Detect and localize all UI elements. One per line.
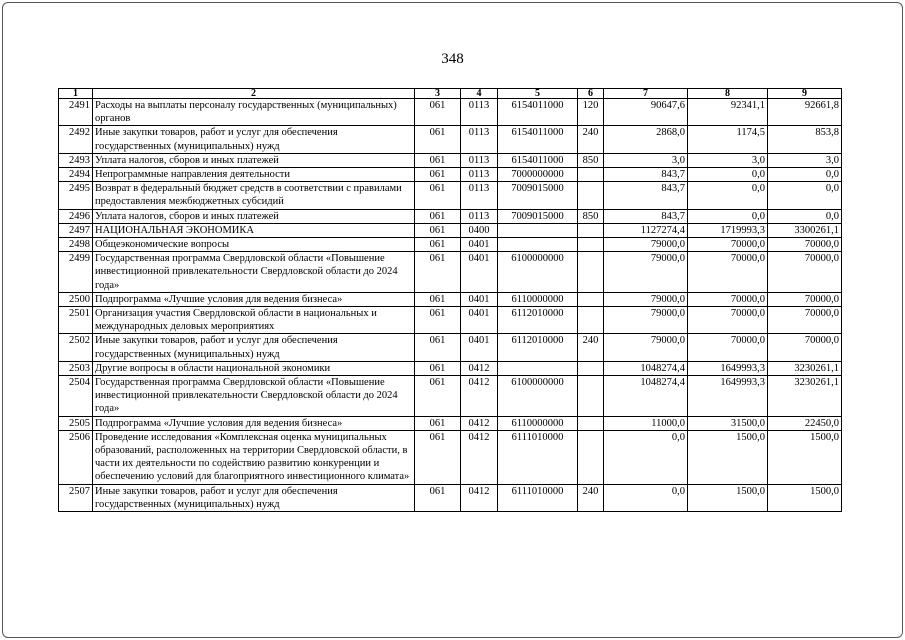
target-article-code: 6100000000 [498, 376, 578, 417]
column-header: 3 [415, 89, 461, 99]
ministry-code: 061 [415, 376, 461, 417]
table-row [59, 223, 842, 237]
amount-year-1: 843,7 [604, 182, 688, 209]
amount-year-1: 79000,0 [604, 292, 688, 306]
target-article-code: 6110000000 [498, 416, 578, 430]
row-number: 2500 [59, 292, 93, 306]
expense-type-code: 120 [578, 99, 604, 126]
amount-year-2: 1649993,3 [688, 376, 768, 417]
amount-year-2: 70000,0 [688, 334, 768, 361]
column-header: 9 [768, 89, 842, 99]
amount-year-2: 0,0 [688, 209, 768, 223]
table-row [59, 252, 842, 293]
expense-type-code [578, 182, 604, 209]
table-row [59, 292, 842, 306]
column-header: 4 [461, 89, 498, 99]
target-article-code: 7000000000 [498, 168, 578, 182]
ministry-code: 061 [415, 361, 461, 375]
expense-type-code [578, 430, 604, 484]
target-article-code: 6154011000 [498, 99, 578, 126]
amount-year-2: 70000,0 [688, 292, 768, 306]
row-description: Другие вопросы в области национальной экономики [93, 361, 415, 375]
amount-year-3: 22450,0 [768, 416, 842, 430]
amount-year-1: 2868,0 [604, 126, 688, 153]
amount-year-1: 0,0 [604, 484, 688, 511]
target-article-code [498, 238, 578, 252]
row-number: 2507 [59, 484, 93, 511]
row-description: Подпрограмма «Лучшие условия для ведения бизнеса» [93, 416, 415, 430]
section-code: 0412 [461, 484, 498, 511]
target-article-code: 6112010000 [498, 307, 578, 334]
row-description: Иные закупки товаров, работ и услуг для обеспечения государственных (муниципальных) нужд [93, 126, 415, 153]
row-number: 2501 [59, 307, 93, 334]
section-code: 0113 [461, 182, 498, 209]
amount-year-2: 3,0 [688, 153, 768, 167]
page-number: 348 [441, 51, 464, 67]
section-code: 0113 [461, 168, 498, 182]
ministry-code: 061 [415, 484, 461, 511]
table-row [59, 99, 842, 126]
ministry-code: 061 [415, 182, 461, 209]
section-code: 0412 [461, 430, 498, 484]
row-number: 2498 [59, 238, 93, 252]
table-row [59, 361, 842, 375]
column-header: 8 [688, 89, 768, 99]
row-description: Непрограммные направления деятельности [93, 168, 415, 182]
target-article-code: 7009015000 [498, 182, 578, 209]
column-header: 1 [59, 89, 93, 99]
amount-year-2: 1174,5 [688, 126, 768, 153]
amount-year-3: 70000,0 [768, 334, 842, 361]
row-number: 2499 [59, 252, 93, 293]
row-number: 2502 [59, 334, 93, 361]
amount-year-3: 0,0 [768, 182, 842, 209]
row-number: 2496 [59, 209, 93, 223]
amount-year-3: 853,8 [768, 126, 842, 153]
section-code: 0113 [461, 99, 498, 126]
ministry-code: 061 [415, 416, 461, 430]
amount-year-3: 1500,0 [768, 484, 842, 511]
expense-type-code [578, 307, 604, 334]
ministry-code: 061 [415, 223, 461, 237]
amount-year-1: 0,0 [604, 430, 688, 484]
target-article-code: 7009015000 [498, 209, 578, 223]
amount-year-1: 79000,0 [604, 238, 688, 252]
amount-year-1: 11000,0 [604, 416, 688, 430]
section-code: 0401 [461, 334, 498, 361]
table-row [59, 182, 842, 209]
amount-year-2: 1500,0 [688, 484, 768, 511]
row-description: Подпрограмма «Лучшие условия для ведения бизнеса» [93, 292, 415, 306]
expense-type-code [578, 252, 604, 293]
row-description: Организация участия Свердловской области в национальных и международных деловых мероприятиях [93, 307, 415, 334]
column-header: 2 [93, 89, 415, 99]
section-code: 0401 [461, 238, 498, 252]
row-number: 2492 [59, 126, 93, 153]
row-description: Общеэкономические вопросы [93, 238, 415, 252]
amount-year-3: 3,0 [768, 153, 842, 167]
table-row [59, 209, 842, 223]
table-row [59, 334, 842, 361]
ministry-code: 061 [415, 292, 461, 306]
section-code: 0400 [461, 223, 498, 237]
table-row [59, 153, 842, 167]
expense-type-code: 850 [578, 209, 604, 223]
ministry-code: 061 [415, 334, 461, 361]
row-description: Государственная программа Свердловской области «Повышение инвестиционной привлекательности Свердловской области до 2024 года» [93, 376, 415, 417]
table-row [59, 168, 842, 182]
row-number: 2505 [59, 416, 93, 430]
amount-year-3: 92661,8 [768, 99, 842, 126]
amount-year-2: 0,0 [688, 168, 768, 182]
section-code: 0401 [461, 292, 498, 306]
amount-year-1: 843,7 [604, 209, 688, 223]
amount-year-1: 79000,0 [604, 252, 688, 293]
table-row [59, 376, 842, 417]
row-description: НАЦИОНАЛЬНАЯ ЭКОНОМИКА [93, 223, 415, 237]
amount-year-1: 1048274,4 [604, 376, 688, 417]
row-number: 2497 [59, 223, 93, 237]
target-article-code: 6111010000 [498, 484, 578, 511]
amount-year-3: 3230261,1 [768, 361, 842, 375]
table-row [59, 416, 842, 430]
expense-type-code [578, 361, 604, 375]
ministry-code: 061 [415, 307, 461, 334]
amount-year-2: 0,0 [688, 182, 768, 209]
amount-year-2: 70000,0 [688, 307, 768, 334]
row-number: 2495 [59, 182, 93, 209]
ministry-code: 061 [415, 153, 461, 167]
row-description: Уплата налогов, сборов и иных платежей [93, 153, 415, 167]
amount-year-3: 70000,0 [768, 252, 842, 293]
amount-year-2: 70000,0 [688, 252, 768, 293]
amount-year-3: 0,0 [768, 168, 842, 182]
row-number: 2494 [59, 168, 93, 182]
row-description: Иные закупки товаров, работ и услуг для обеспечения государственных (муниципальных) нужд [93, 484, 415, 511]
ministry-code: 061 [415, 168, 461, 182]
header-row [59, 89, 842, 99]
expense-type-code [578, 223, 604, 237]
amount-year-1: 843,7 [604, 168, 688, 182]
amount-year-2: 92341,1 [688, 99, 768, 126]
expense-type-code: 240 [578, 484, 604, 511]
target-article-code: 6100000000 [498, 252, 578, 293]
ministry-code: 061 [415, 238, 461, 252]
ministry-code: 061 [415, 126, 461, 153]
row-number: 2493 [59, 153, 93, 167]
ministry-code: 061 [415, 252, 461, 293]
target-article-code: 6112010000 [498, 334, 578, 361]
amount-year-1: 3,0 [604, 153, 688, 167]
expense-type-code [578, 168, 604, 182]
amount-year-3: 3230261,1 [768, 376, 842, 417]
amount-year-2: 1719993,3 [688, 223, 768, 237]
section-code: 0401 [461, 307, 498, 334]
section-code: 0113 [461, 153, 498, 167]
expense-type-code [578, 376, 604, 417]
amount-year-2: 1500,0 [688, 430, 768, 484]
amount-year-1: 79000,0 [604, 307, 688, 334]
amount-year-1: 90647,6 [604, 99, 688, 126]
column-header: 6 [578, 89, 604, 99]
table-body [59, 99, 842, 512]
row-description: Возврат в федеральный бюджет средств в соответствии с правилами предоставления межбюджетных субсидий [93, 182, 415, 209]
budget-table [58, 88, 842, 512]
section-code: 0401 [461, 252, 498, 293]
expense-type-code: 850 [578, 153, 604, 167]
row-description: Государственная программа Свердловской области «Повышение инвестиционной привлекательности Свердловской области до 2024 года» [93, 252, 415, 293]
ministry-code: 061 [415, 209, 461, 223]
row-description: Проведение исследования «Комплексная оценка муниципальных образований, расположенных на территории Свердловской области, в части их деятельности по содействию развитию конкуренции и обеспечению условий для благоприятного инвестиционного климата» [93, 430, 415, 484]
column-header: 5 [498, 89, 578, 99]
table-row [59, 430, 842, 484]
expense-type-code: 240 [578, 334, 604, 361]
amount-year-3: 1500,0 [768, 430, 842, 484]
amount-year-3: 70000,0 [768, 292, 842, 306]
row-number: 2504 [59, 376, 93, 417]
column-header: 7 [604, 89, 688, 99]
amount-year-1: 1048274,4 [604, 361, 688, 375]
amount-year-2: 1649993,3 [688, 361, 768, 375]
amount-year-1: 1127274,4 [604, 223, 688, 237]
amount-year-3: 70000,0 [768, 238, 842, 252]
row-number: 2506 [59, 430, 93, 484]
table-row [59, 484, 842, 511]
amount-year-3: 3300261,1 [768, 223, 842, 237]
expense-type-code [578, 416, 604, 430]
amount-year-2: 70000,0 [688, 238, 768, 252]
row-number: 2503 [59, 361, 93, 375]
amount-year-3: 0,0 [768, 209, 842, 223]
table-row [59, 238, 842, 252]
expense-type-code [578, 238, 604, 252]
amount-year-3: 70000,0 [768, 307, 842, 334]
row-number: 2491 [59, 99, 93, 126]
target-article-code: 6154011000 [498, 153, 578, 167]
ministry-code: 061 [415, 99, 461, 126]
row-description: Иные закупки товаров, работ и услуг для обеспечения государственных (муниципальных) нужд [93, 334, 415, 361]
section-code: 0412 [461, 361, 498, 375]
row-description: Уплата налогов, сборов и иных платежей [93, 209, 415, 223]
section-code: 0113 [461, 209, 498, 223]
table-row [59, 307, 842, 334]
amount-year-1: 79000,0 [604, 334, 688, 361]
target-article-code: 6154011000 [498, 126, 578, 153]
row-description: Расходы на выплаты персоналу государственных (муниципальных) органов [93, 99, 415, 126]
expense-type-code [578, 292, 604, 306]
target-article-code: 6110000000 [498, 292, 578, 306]
expense-type-code: 240 [578, 126, 604, 153]
section-code: 0412 [461, 376, 498, 417]
section-code: 0412 [461, 416, 498, 430]
ministry-code: 061 [415, 430, 461, 484]
target-article-code [498, 223, 578, 237]
amount-year-2: 31500,0 [688, 416, 768, 430]
target-article-code [498, 361, 578, 375]
section-code: 0113 [461, 126, 498, 153]
table-row [59, 126, 842, 153]
target-article-code: 6111010000 [498, 430, 578, 484]
